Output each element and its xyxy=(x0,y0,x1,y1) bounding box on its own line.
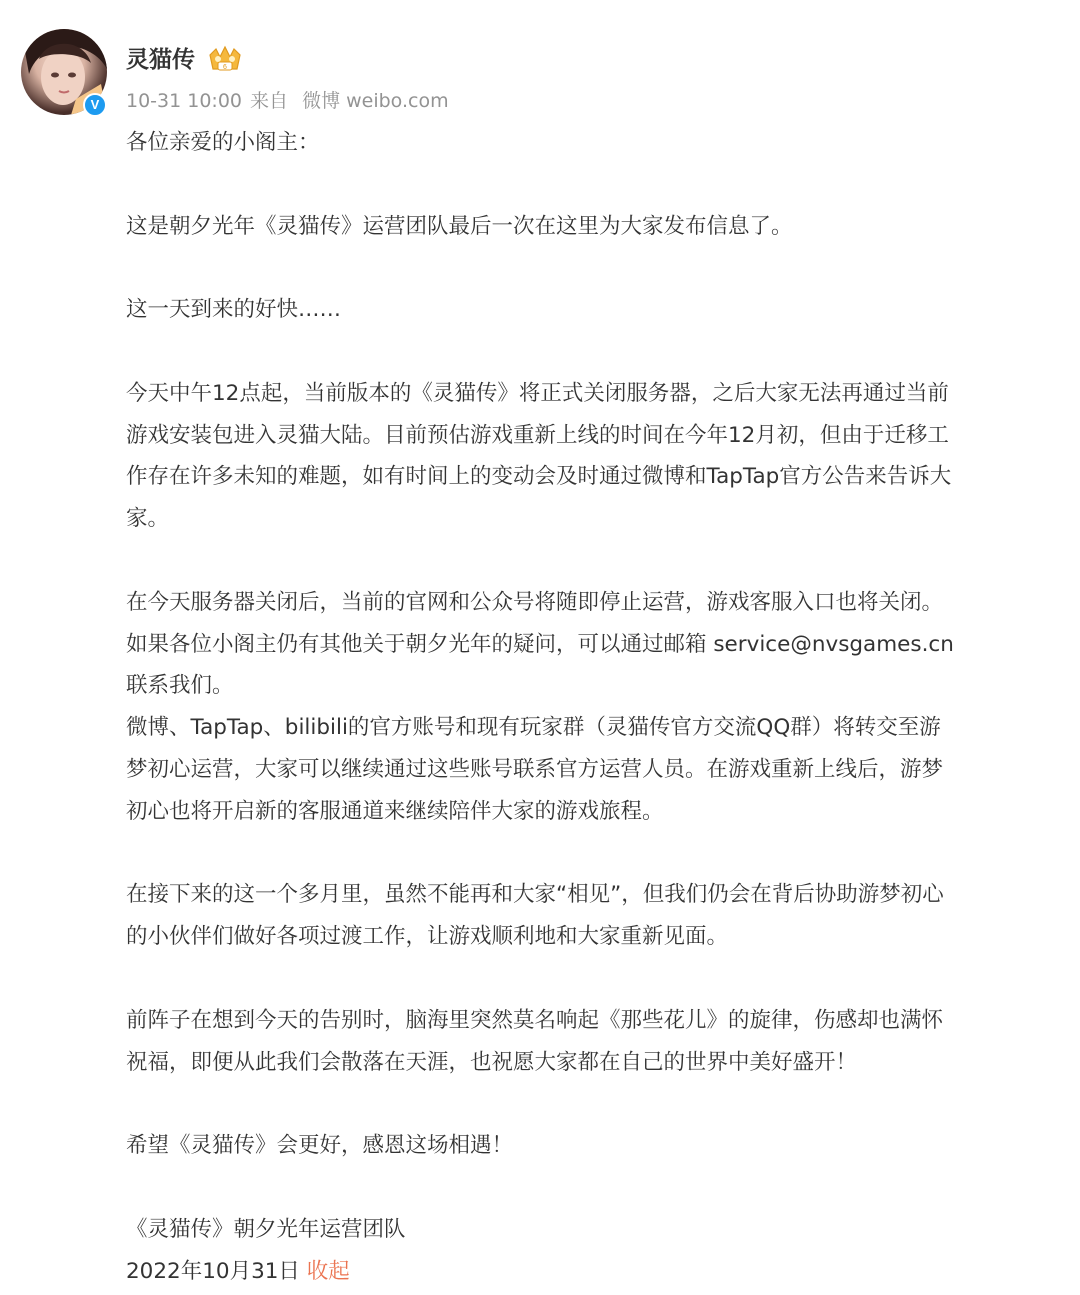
signature-team: 《灵猫传》朝夕光年运营团队 xyxy=(126,1216,406,1242)
paragraph-spacer xyxy=(126,833,1071,875)
paragraph-line: 希望《灵猫传》会更好，感恩这场相遇！ xyxy=(126,1133,514,1159)
paragraph-spacer xyxy=(126,1167,1071,1209)
post-meta xyxy=(126,87,449,115)
signature-date: 2022年10月31日 xyxy=(126,1258,300,1284)
post-source[interactable]: 微博 weibo.com xyxy=(302,90,449,112)
source-prefix: 来自 xyxy=(250,90,289,112)
paragraph-line: 的小伙伴们做好各项过渡工作，让游戏顺利地和大家重新见面。 xyxy=(126,924,729,950)
paragraph-spacer xyxy=(126,540,1071,582)
post-content xyxy=(126,122,1071,1292)
post-date[interactable]: 10-31 10:00 xyxy=(126,90,243,112)
signature-line xyxy=(126,1251,1071,1293)
paragraph-spacer xyxy=(126,331,1071,373)
paragraph-line: 这是朝夕光年《灵猫传》运营团队最后一次在这里为大家发布信息了。 xyxy=(126,213,793,239)
crown-badge-level: 6 xyxy=(223,64,227,71)
collapse-link[interactable]: 收起 xyxy=(306,1258,350,1284)
crown-badge-icon[interactable] xyxy=(206,45,244,75)
paragraph-line: 如果各位小阁主仍有其他关于朝夕光年的疑问，可以通过邮箱 service@nvsgames.cn xyxy=(126,631,954,657)
author-name[interactable]: 灵猫传 xyxy=(126,47,195,73)
paragraph-line: 在接下来的这一个多月里，虽然不能再和大家“相见”，但我们仍会在背后协助游梦初心 xyxy=(126,882,944,908)
paragraph-line: 前阵子在想到今天的告别时，脑海里突然莫名响起《那些花儿》的旋律，伤感却也满怀 xyxy=(126,1007,944,1033)
paragraph-line: 梦初心运营，大家可以继续通过这些账号联系官方运营人员。在游戏重新上线后，游梦 xyxy=(126,756,944,782)
paragraph-line: 这一天到来的好快…… xyxy=(126,297,342,323)
paragraph-spacer xyxy=(126,247,1071,289)
paragraph-line: 家。 xyxy=(126,506,170,532)
paragraph-line: 作存在许多未知的难题，如有时间上的变动会及时通过微博和TapTap官方公告来告诉大 xyxy=(126,464,952,490)
paragraph-spacer xyxy=(126,164,1071,206)
paragraph-spacer xyxy=(126,958,1071,1000)
paragraph-line: 在今天服务器关闭后，当前的官网和公众号将随即停止运营，游戏客服入口也将关闭。 xyxy=(126,589,944,615)
paragraph-line: 初心也将开启新的客服通道来继续陪伴大家的游戏旅程。 xyxy=(126,798,664,824)
paragraph-line: 各位亲爱的小阁主： xyxy=(126,130,320,155)
paragraph-spacer xyxy=(126,1083,1071,1125)
paragraph-line: 微博、TapTap、bilibili的官方账号和现有玩家群（灵猫传官方交流QQ群）将转交至游 xyxy=(126,715,941,741)
paragraph-line: 游戏安装包进入灵猫大陆。目前预估游戏重新上线的时间在今年12月初，但由于迁移工 xyxy=(126,422,949,448)
paragraph-line: 今天中午12点起，当前版本的《灵猫传》将正式关闭服务器，之后大家无法再通过当前 xyxy=(126,380,949,406)
paragraph-line: 祝福，即便从此我们会散落在天涯，也祝愿大家都在自己的世界中美好盛开！ xyxy=(126,1049,858,1075)
paragraph-line: 联系我们。 xyxy=(126,673,234,699)
verified-badge-icon: V xyxy=(83,93,107,117)
